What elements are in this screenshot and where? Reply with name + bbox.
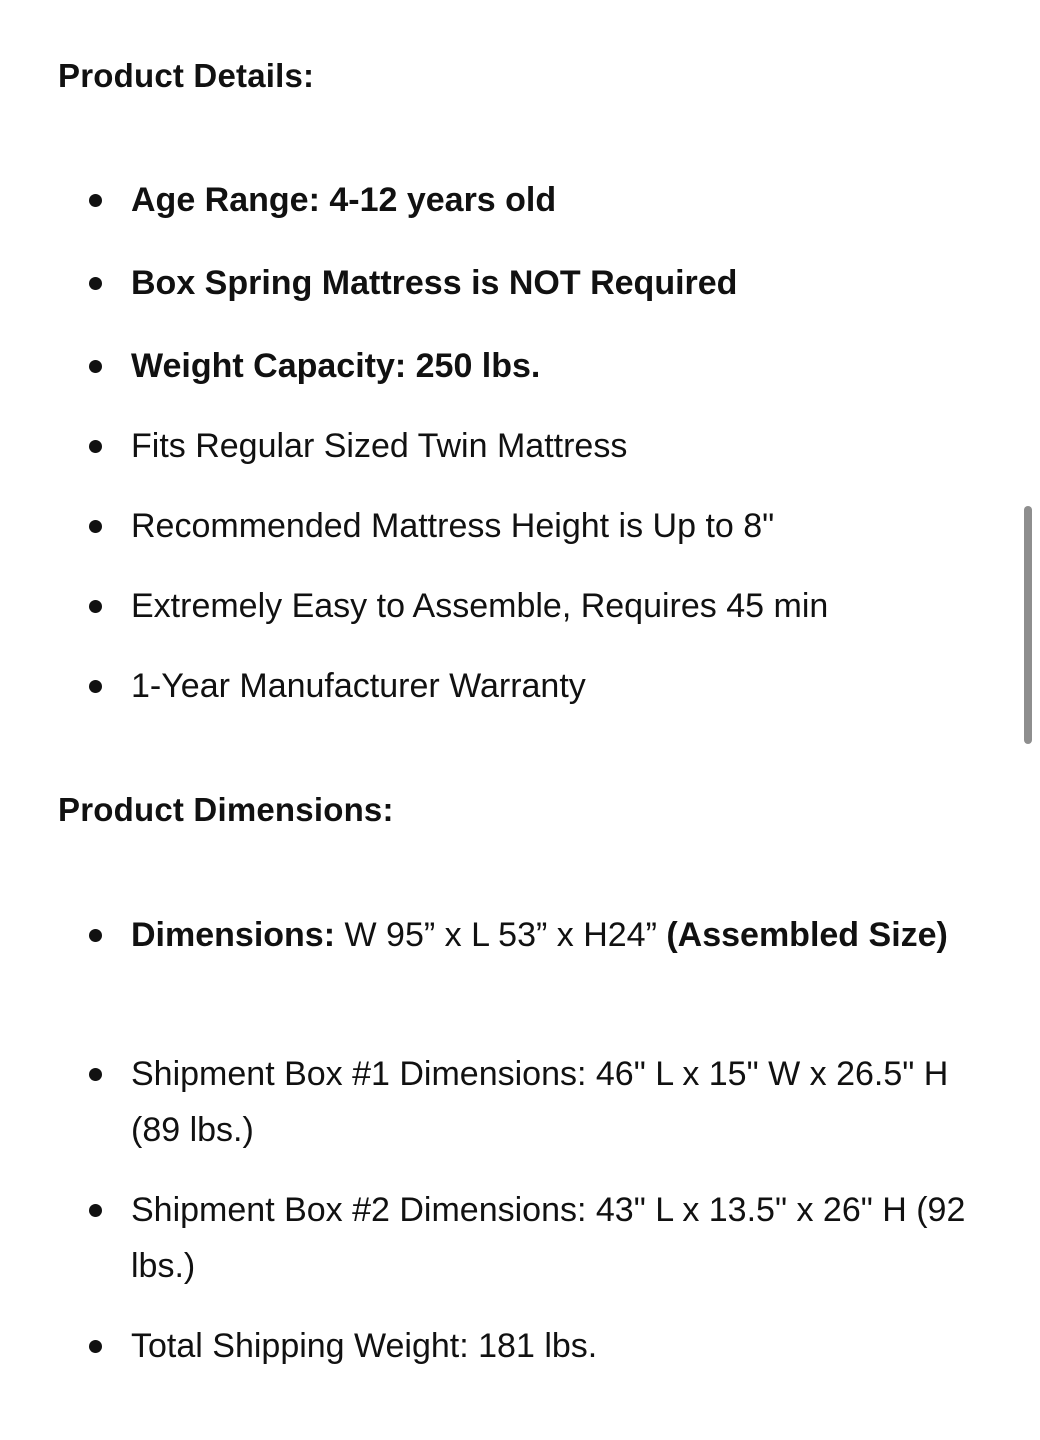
- assembled-dimensions-label: Dimensions:: [131, 916, 336, 954]
- bullet-icon: [89, 440, 102, 453]
- bullet-icon: [89, 360, 102, 373]
- bullet-icon: [89, 680, 102, 693]
- detail-fits-mattress: Fits Regular Sized Twin Mattress: [131, 427, 628, 465]
- bullet-icon: [89, 1340, 102, 1353]
- shipment-box-2: Shipment Box #2 Dimensions: 43" L x 13.5" x 26" H (92 lbs.): [131, 1191, 966, 1285]
- detail-weight-capacity: Weight Capacity: 250 lbs.: [131, 347, 541, 385]
- product-details-heading: Product Details:: [58, 57, 315, 94]
- shipment-box-1: Shipment Box #1 Dimensions: 46" L x 15" W x 26.5" H (89 lbs.): [131, 1055, 949, 1149]
- bullet-icon: [89, 1068, 102, 1081]
- bullet-icon: [89, 929, 102, 942]
- bullet-icon: [89, 1204, 102, 1217]
- detail-mattress-height: Recommended Mattress Height is Up to 8": [131, 507, 775, 545]
- bullet-icon: [89, 277, 102, 290]
- vertical-scrollbar[interactable]: [1024, 506, 1032, 744]
- detail-age-range: Age Range: 4-12 years old: [131, 181, 557, 219]
- bullet-icon: [89, 600, 102, 613]
- assembled-dimensions-value: W 95” x L 53” x H24”: [335, 916, 667, 954]
- detail-box-spring: Box Spring Mattress is NOT Required: [131, 264, 738, 302]
- detail-warranty: 1-Year Manufacturer Warranty: [131, 667, 586, 705]
- bullet-icon: [89, 520, 102, 533]
- assembled-dimensions-note: (Assembled Size): [666, 916, 948, 954]
- bullet-icon: [89, 194, 102, 207]
- product-dimensions-heading: Product Dimensions:: [58, 791, 394, 828]
- detail-assembly: Extremely Easy to Assemble, Requires 45 min: [131, 587, 829, 625]
- assembled-dimensions: [131, 907, 981, 963]
- total-shipping-weight: Total Shipping Weight: 181 lbs.: [131, 1327, 598, 1365]
